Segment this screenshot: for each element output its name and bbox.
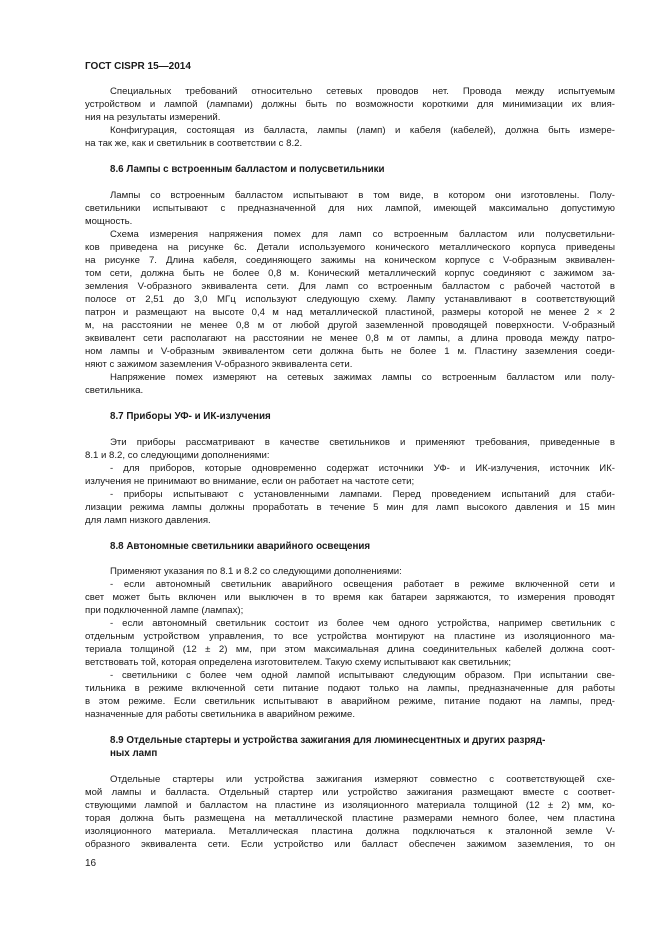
text-line: земления V-образного эквивалента сети. Для ламп со встроенным балластом с рабочей частотой в xyxy=(85,281,615,292)
text-line: светильника. xyxy=(85,385,144,396)
text-line: отдельным устройством управления, то все устройства монтируют на пластине из изоляционного ма- xyxy=(85,631,615,642)
standard-header: ГОСТ CISPR 15—2014 xyxy=(85,61,191,72)
text-line: Схема измерения напряжения помех для ламп со встроенным балластом или полусветильни- xyxy=(110,229,615,240)
text-line: Специальных требований относительно сетевых проводов нет. Провода между испытуемым xyxy=(110,86,615,97)
text-line: торая должна быть размещена на металлической пластине размерами немного более, чем пластина xyxy=(85,813,615,824)
text-line: - если автономный светильник состоит из более чем одного устройства, например светильник с xyxy=(110,618,615,629)
text-line: 8.1 и 8.2, со следующими дополнениями: xyxy=(85,450,270,461)
text-line: патрон и размещают на высоте 0,4 м над металлической пластиной, размеры которой не менее 2 × 2 xyxy=(85,307,615,318)
text-line: Конфигурация, состоящая из балласта, лампы (ламп) и кабеля (кабелей), должна быть измере- xyxy=(110,125,615,136)
text-line: изоляционного материала. Металлическая пластина должна подключаться к эталонной земле V- xyxy=(85,826,615,837)
text-line: - для приборов, которые одновременно содержат источники УФ- и ИК-излучения, источник ИК- xyxy=(110,463,615,474)
text-line: мой лампы и балласта. Отдельный стартер или устройство зажигания размещают вместе с соответ- xyxy=(85,787,615,798)
text-line: тильника в режиме включенной сети питание подают только на лампы, предназначенные для работы xyxy=(85,683,615,694)
text-line: - если автономный светильник аварийного освещения работает в режиме включенной сети и xyxy=(110,579,615,590)
text-line: ветствовать той, которая определена изготовителем. Такую схему испытывают как светильник; xyxy=(85,657,512,668)
text-line: лизации режима лампы должны проработать в течение 5 мин для ламп высокого давления и 15 мин xyxy=(85,502,615,513)
text-line: Отдельные стартеры или устройства зажигания измеряют совместно с соответствующей схе- xyxy=(110,774,615,785)
text-line: ном лампы и V-образным эквивалентом сети должна быть не более 1 м. Пластину заземления соеди- xyxy=(85,346,615,357)
text-line: Напряжение помех измеряют на сетевых зажимах лампы со встроенным балластом или полу- xyxy=(110,372,615,383)
text-line: ствующими лампой и балластом на пластине из изоляционного материала толщиной (12 ± 2) мм, ко- xyxy=(85,800,615,811)
text-line: - приборы испытывают с установленными лампами. Перед проведением испытаний для стаби- xyxy=(110,489,615,500)
text-line: териала толщиной (12 ± 2) мм, при этом максимальная длина соединительных кабелей должна соот- xyxy=(85,644,615,655)
text-line: при подключенной лампе (лампах); xyxy=(85,605,244,616)
text-line: полосе от 2,51 до 3,0 МГц используют следующую схему. Лампу устанавливают в соответствующий xyxy=(85,294,615,305)
page-number: 16 xyxy=(85,858,97,869)
text-line: образного эквивалента сети. Если устройство или балласт обеспечен зажимом заземления, то он xyxy=(85,839,615,850)
text-line: эквивалент сети располагают на расстоянии не менее 0,8 м от лампы, а длина провода между патро- xyxy=(85,333,615,344)
text-line: Лампы со встроенным балластом испытывают в том виде, в котором они изготовлены. Полу- xyxy=(110,190,615,201)
section-heading-line: 8.7 Приборы УФ- и ИК-излучения xyxy=(110,411,271,422)
text-line: Применяют указания по 8.1 и 8.2 со следующими дополнениями: xyxy=(110,566,402,577)
text-line: на так же, как и светильник в соответствии с 8.2. xyxy=(85,138,303,149)
text-line: ния на результаты измерений. xyxy=(85,112,221,123)
text-line: светильники испытывают с предназначенной для них лампой, имеющей максимально допустимую xyxy=(85,203,615,214)
text-line: няют с зажимом заземления V-образного эквивалента сети. xyxy=(85,359,353,370)
text-line: - светильники с более чем одной лампой испытывают следующим образом. При испытании све- xyxy=(110,670,615,681)
text-line: м, на расстоянии не менее 0,8 м от любой другой заземленной проводящей поверхности. V-образный xyxy=(85,320,615,331)
text-line: свет может быть включен или выключен в то время как батареи заряжаются, то измерения проводят xyxy=(85,592,615,603)
text-line: устройством и лампой (лампами) должны быть по возможности короткими для минимизации их влия- xyxy=(85,99,615,110)
text-line: ков приведена на рисунке 6с. Детали используемого конического металлического корпуса приведены xyxy=(85,242,615,253)
section-heading-line: 8.6 Лампы с встроенным балластом и полусветильники xyxy=(110,164,385,175)
text-line: мощность. xyxy=(85,216,133,227)
text-line: в этом режиме. Если светильник испытывают в аварийном режиме, питание подают на лампы, пред- xyxy=(85,696,615,707)
text-line: на рисунке 7. Длина кабеля, соединяющего зажимы на коническом корпусе с V-образным эквивален- xyxy=(85,255,615,266)
section-heading-line: ных ламп xyxy=(110,748,158,759)
text-line: для ламп низкого давления. xyxy=(85,515,211,526)
section-heading-line: 8.8 Автономные светильники аварийного освещения xyxy=(110,541,371,552)
text-line: излучения не принимают во внимание, если он работает на частоте сети; xyxy=(85,476,415,487)
text-line: назначенные для работы светильника в аварийном режиме. xyxy=(85,709,356,720)
text-line: Эти приборы рассматривают в качестве светильников и применяют требования, приведенные в xyxy=(110,437,615,448)
text-line: том сети, должна быть не более 0,8 м. Конический металлический корпус соединяют с зажимом за- xyxy=(85,268,615,279)
section-heading-line: 8.9 Отдельные стартеры и устройства зажигания для люминесцентных и других разряд- xyxy=(110,735,546,746)
